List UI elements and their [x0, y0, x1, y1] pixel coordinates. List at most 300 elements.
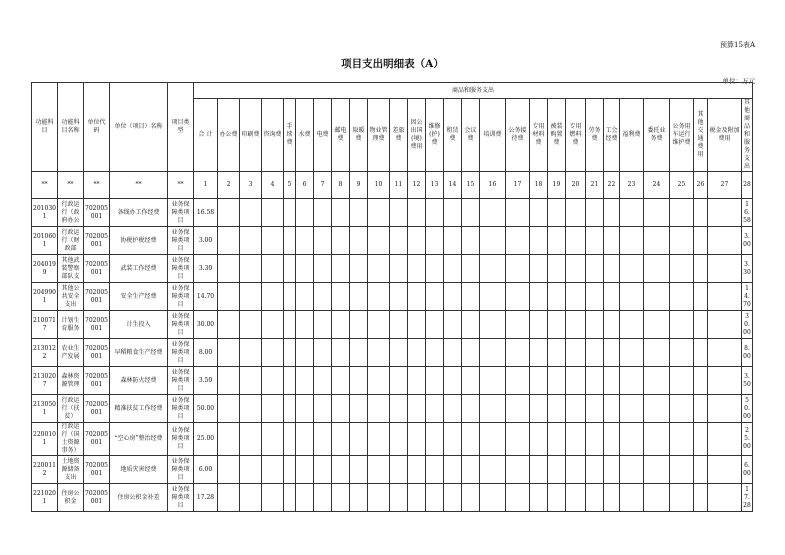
empty-cell: [566, 311, 586, 339]
empty-cell: [262, 227, 284, 255]
unit-code-cell: 702005001: [84, 227, 110, 255]
unit-code-cell: 702005001: [84, 395, 110, 423]
column-index: 15: [462, 172, 480, 199]
subcolumn-header: 办公费: [218, 99, 240, 172]
table-row: [32, 283, 753, 311]
empty-cell: [296, 339, 314, 367]
empty-cell: [670, 484, 694, 512]
empty-cell: [262, 339, 284, 367]
empty-cell: [604, 484, 620, 512]
empty-cell: [314, 255, 332, 283]
table-number-label: 预算15表A: [720, 41, 755, 49]
subcolumn-header: 劳务费: [586, 99, 604, 172]
table-row: [32, 367, 753, 395]
func-name-cell: 森林资源管理: [58, 367, 84, 395]
total-cell: 17.28: [194, 484, 218, 512]
subcolumn-header: 税金及附加费用: [708, 99, 742, 172]
other-expense-cell: 3.50: [742, 367, 753, 395]
empty-cell: [530, 227, 548, 255]
unit-code-cell: 702005001: [84, 255, 110, 283]
empty-cell: [390, 199, 408, 227]
column-index: **: [84, 172, 110, 199]
empty-cell: [408, 199, 426, 227]
empty-cell: [548, 199, 566, 227]
other-expense-cell: 30.00: [742, 311, 753, 339]
empty-cell: [530, 456, 548, 484]
empty-cell: [390, 484, 408, 512]
empty-cell: [506, 199, 530, 227]
empty-cell: [670, 227, 694, 255]
empty-cell: [284, 227, 296, 255]
empty-cell: [548, 456, 566, 484]
empty-cell: [506, 283, 530, 311]
empty-cell: [462, 339, 480, 367]
empty-cell: [620, 283, 644, 311]
column-index: 23: [620, 172, 644, 199]
empty-cell: [566, 339, 586, 367]
table-row: [32, 339, 753, 367]
empty-cell: [296, 255, 314, 283]
empty-cell: [708, 339, 742, 367]
empty-cell: [426, 456, 444, 484]
empty-cell: [218, 255, 240, 283]
empty-cell: [408, 339, 426, 367]
empty-cell: [604, 423, 620, 456]
page-title: 项目支出明细表（A）: [341, 58, 444, 70]
column-index: 4: [262, 172, 284, 199]
empty-cell: [566, 367, 586, 395]
empty-cell: [548, 395, 566, 423]
empty-cell: [332, 339, 350, 367]
subcolumn-header: 印刷费: [240, 99, 262, 172]
empty-cell: [426, 423, 444, 456]
empty-cell: [644, 255, 670, 283]
empty-cell: [390, 395, 408, 423]
column-index: 13: [426, 172, 444, 199]
total-cell: 14.70: [194, 283, 218, 311]
empty-cell: [604, 339, 620, 367]
empty-cell: [350, 227, 368, 255]
unit-label: 单位：万元: [722, 77, 755, 85]
empty-cell: [350, 456, 368, 484]
empty-cell: [644, 395, 670, 423]
empty-cell: [586, 367, 604, 395]
subcolumn-header: 委托业务费: [644, 99, 670, 172]
other-expense-cell: 14.70: [742, 283, 753, 311]
empty-cell: [218, 311, 240, 339]
func-code-cell: 2010601: [32, 227, 58, 255]
empty-cell: [332, 367, 350, 395]
empty-cell: [708, 456, 742, 484]
project-name-cell: 计生投入: [110, 311, 168, 339]
empty-cell: [480, 227, 506, 255]
empty-cell: [694, 367, 708, 395]
empty-cell: [332, 283, 350, 311]
empty-cell: [620, 456, 644, 484]
func-name-cell: 其他武装警察部队支: [58, 255, 84, 283]
empty-cell: [670, 339, 694, 367]
empty-cell: [332, 255, 350, 283]
empty-cell: [444, 283, 462, 311]
empty-cell: [586, 395, 604, 423]
empty-cell: [480, 339, 506, 367]
empty-cell: [332, 199, 350, 227]
other-expense-cell: 17.28: [742, 484, 753, 512]
column-header: 单位代码: [84, 83, 110, 172]
table-row: [32, 395, 753, 423]
func-code-cell: 2200112: [32, 456, 58, 484]
empty-cell: [644, 423, 670, 456]
empty-cell: [548, 311, 566, 339]
empty-cell: [506, 423, 530, 456]
empty-cell: [708, 283, 742, 311]
empty-cell: [240, 283, 262, 311]
empty-cell: [332, 456, 350, 484]
empty-cell: [506, 227, 530, 255]
empty-cell: [566, 199, 586, 227]
empty-cell: [314, 283, 332, 311]
project-type-cell: 业务保障类项目: [168, 227, 194, 255]
empty-cell: [620, 484, 644, 512]
empty-cell: [670, 423, 694, 456]
project-type-cell: 业务保障类项目: [168, 395, 194, 423]
func-code-cell: 2210201: [32, 484, 58, 512]
column-index: 12: [408, 172, 426, 199]
empty-cell: [350, 367, 368, 395]
empty-cell: [284, 199, 296, 227]
empty-cell: [462, 283, 480, 311]
empty-cell: [620, 227, 644, 255]
table-row: [32, 484, 753, 512]
empty-cell: [444, 456, 462, 484]
empty-cell: [462, 255, 480, 283]
empty-cell: [480, 423, 506, 456]
column-index: 6: [296, 172, 314, 199]
empty-cell: [368, 456, 390, 484]
empty-cell: [218, 423, 240, 456]
empty-cell: [426, 339, 444, 367]
empty-cell: [262, 395, 284, 423]
empty-cell: [530, 311, 548, 339]
empty-cell: [604, 395, 620, 423]
empty-cell: [480, 484, 506, 512]
project-name-cell: 住房公积金补差: [110, 484, 168, 512]
empty-cell: [426, 367, 444, 395]
unit-code-cell: 702005001: [84, 456, 110, 484]
empty-cell: [462, 199, 480, 227]
empty-cell: [620, 339, 644, 367]
empty-cell: [444, 339, 462, 367]
empty-cell: [566, 227, 586, 255]
empty-cell: [548, 367, 566, 395]
empty-cell: [240, 484, 262, 512]
empty-cell: [240, 367, 262, 395]
empty-cell: [566, 395, 586, 423]
empty-cell: [426, 255, 444, 283]
empty-cell: [586, 339, 604, 367]
empty-cell: [390, 456, 408, 484]
empty-cell: [694, 484, 708, 512]
column-index: 9: [350, 172, 368, 199]
empty-cell: [262, 423, 284, 456]
project-type-cell: 业务保障类项目: [168, 339, 194, 367]
subcolumn-header: 专用燃料费: [566, 99, 586, 172]
func-code-cell: 2040199: [32, 255, 58, 283]
subcolumn-header: 维修(护)费: [426, 99, 444, 172]
empty-cell: [284, 311, 296, 339]
empty-cell: [368, 339, 390, 367]
other-expense-cell: 16.58: [742, 199, 753, 227]
column-index: 16: [480, 172, 506, 199]
table-row: [32, 423, 753, 456]
empty-cell: [644, 484, 670, 512]
empty-cell: [708, 227, 742, 255]
empty-cell: [218, 367, 240, 395]
empty-cell: [444, 395, 462, 423]
empty-cell: [296, 311, 314, 339]
empty-cell: [586, 283, 604, 311]
empty-cell: [586, 456, 604, 484]
empty-cell: [548, 339, 566, 367]
empty-cell: [314, 339, 332, 367]
func-name-cell: 计划生育服务: [58, 311, 84, 339]
empty-cell: [390, 227, 408, 255]
empty-cell: [530, 255, 548, 283]
project-name-cell: 森林防火经费: [110, 367, 168, 395]
empty-cell: [620, 255, 644, 283]
unit-code-cell: 702005001: [84, 484, 110, 512]
empty-cell: [262, 311, 284, 339]
empty-cell: [218, 456, 240, 484]
empty-cell: [314, 395, 332, 423]
subcolumn-header: 工会经费: [604, 99, 620, 172]
column-index: 19: [548, 172, 566, 199]
subcolumn-header: 合 计: [194, 99, 218, 172]
project-type-cell: 业务保障类项目: [168, 484, 194, 512]
empty-cell: [480, 311, 506, 339]
empty-cell: [586, 423, 604, 456]
empty-cell: [218, 283, 240, 311]
project-name-cell: 协税护税经费: [110, 227, 168, 255]
empty-cell: [670, 367, 694, 395]
column-index: 26: [694, 172, 708, 199]
column-index: 17: [506, 172, 530, 199]
empty-cell: [390, 283, 408, 311]
subcolumn-header: 咨询费: [262, 99, 284, 172]
empty-cell: [708, 423, 742, 456]
empty-cell: [408, 283, 426, 311]
func-code-cell: 2130207: [32, 367, 58, 395]
subcolumn-header: 差旅费: [390, 99, 408, 172]
empty-cell: [670, 395, 694, 423]
project-type-cell: 业务保障类项目: [168, 199, 194, 227]
empty-cell: [708, 255, 742, 283]
empty-cell: [350, 423, 368, 456]
empty-cell: [708, 311, 742, 339]
empty-cell: [408, 367, 426, 395]
empty-cell: [444, 255, 462, 283]
empty-cell: [620, 395, 644, 423]
empty-cell: [566, 255, 586, 283]
empty-cell: [390, 255, 408, 283]
empty-cell: [296, 367, 314, 395]
subcolumn-header: 水费: [296, 99, 314, 172]
empty-cell: [644, 199, 670, 227]
unit-code-cell: 702005001: [84, 367, 110, 395]
func-name-cell: 行政运行（政府办公: [58, 199, 84, 227]
other-expense-cell: 50.00: [742, 395, 753, 423]
empty-cell: [426, 395, 444, 423]
empty-cell: [314, 367, 332, 395]
empty-cell: [390, 311, 408, 339]
empty-cell: [694, 395, 708, 423]
empty-cell: [462, 484, 480, 512]
empty-cell: [694, 199, 708, 227]
empty-cell: [218, 484, 240, 512]
project-name-cell: 地质灾害经费: [110, 456, 168, 484]
empty-cell: [284, 339, 296, 367]
empty-cell: [390, 423, 408, 456]
empty-cell: [408, 311, 426, 339]
column-index: 18: [530, 172, 548, 199]
empty-cell: [262, 367, 284, 395]
column-index: 2: [218, 172, 240, 199]
empty-cell: [444, 311, 462, 339]
subcolumn-header: 其他商品和服务支出: [742, 99, 753, 172]
total-cell: 30.00: [194, 311, 218, 339]
func-code-cell: 2100717: [32, 311, 58, 339]
empty-cell: [332, 395, 350, 423]
empty-cell: [296, 484, 314, 512]
empty-cell: [368, 199, 390, 227]
column-header: 单位（项目）名称: [110, 83, 168, 172]
empty-cell: [368, 255, 390, 283]
empty-cell: [604, 311, 620, 339]
empty-cell: [566, 484, 586, 512]
empty-cell: [426, 227, 444, 255]
empty-cell: [586, 484, 604, 512]
empty-cell: [548, 283, 566, 311]
empty-cell: [426, 283, 444, 311]
empty-cell: [332, 484, 350, 512]
subcolumn-header: 租赁费: [444, 99, 462, 172]
total-cell: 3.30: [194, 255, 218, 283]
empty-cell: [530, 367, 548, 395]
empty-cell: [644, 227, 670, 255]
empty-cell: [390, 367, 408, 395]
empty-cell: [368, 423, 390, 456]
empty-cell: [218, 227, 240, 255]
empty-cell: [332, 423, 350, 456]
empty-cell: [408, 395, 426, 423]
expenditure-table: [31, 82, 753, 512]
empty-cell: [644, 311, 670, 339]
column-header: 功能科目: [32, 83, 58, 172]
column-index: 24: [644, 172, 670, 199]
empty-cell: [240, 227, 262, 255]
func-code-cell: 2130122: [32, 339, 58, 367]
subcolumn-header: 手续费: [284, 99, 296, 172]
empty-cell: [444, 423, 462, 456]
empty-cell: [462, 395, 480, 423]
empty-cell: [480, 255, 506, 283]
empty-cell: [480, 283, 506, 311]
empty-cell: [530, 395, 548, 423]
other-expense-cell: 6.00: [742, 456, 753, 484]
empty-cell: [350, 255, 368, 283]
empty-cell: [506, 367, 530, 395]
empty-cell: [694, 423, 708, 456]
empty-cell: [586, 255, 604, 283]
empty-cell: [284, 484, 296, 512]
empty-cell: [296, 283, 314, 311]
empty-cell: [284, 367, 296, 395]
project-type-cell: 业务保障类项目: [168, 423, 194, 456]
project-type-cell: 业务保障类项目: [168, 311, 194, 339]
subcolumn-header: 公务用车运行维护费: [670, 99, 694, 172]
empty-cell: [240, 199, 262, 227]
empty-cell: [444, 227, 462, 255]
empty-cell: [350, 199, 368, 227]
empty-cell: [694, 339, 708, 367]
empty-cell: [566, 423, 586, 456]
empty-cell: [530, 199, 548, 227]
subcolumn-header: 会议费: [462, 99, 480, 172]
empty-cell: [426, 311, 444, 339]
table-row: [32, 255, 753, 283]
empty-cell: [240, 395, 262, 423]
table-row: [32, 456, 753, 484]
column-index: **: [168, 172, 194, 199]
column-index: 10: [368, 172, 390, 199]
column-index: 28: [742, 172, 753, 199]
empty-cell: [586, 227, 604, 255]
func-name-cell: 行政运行（扶贫）: [58, 395, 84, 423]
empty-cell: [670, 199, 694, 227]
unit-code-cell: 702005001: [84, 339, 110, 367]
empty-cell: [240, 339, 262, 367]
subcolumn-header: 培训费: [480, 99, 506, 172]
empty-cell: [296, 227, 314, 255]
empty-cell: [480, 199, 506, 227]
empty-cell: [462, 367, 480, 395]
empty-cell: [444, 199, 462, 227]
empty-cell: [350, 283, 368, 311]
total-cell: 50.00: [194, 395, 218, 423]
empty-cell: [408, 456, 426, 484]
empty-cell: [506, 484, 530, 512]
column-index: 11: [390, 172, 408, 199]
empty-cell: [708, 395, 742, 423]
project-type-cell: 业务保障类项目: [168, 367, 194, 395]
empty-cell: [708, 367, 742, 395]
empty-cell: [218, 395, 240, 423]
empty-cell: [708, 199, 742, 227]
empty-cell: [530, 283, 548, 311]
empty-cell: [332, 227, 350, 255]
subcolumn-header: 物业管理费: [368, 99, 390, 172]
unit-code-cell: 702005001: [84, 311, 110, 339]
empty-cell: [604, 227, 620, 255]
empty-cell: [548, 227, 566, 255]
empty-cell: [444, 484, 462, 512]
table-row: [32, 227, 753, 255]
empty-cell: [314, 423, 332, 456]
column-index: **: [58, 172, 84, 199]
empty-cell: [462, 311, 480, 339]
project-name-cell: 精准扶贫工作经费: [110, 395, 168, 423]
project-name-cell: 早稻粮食生产经费: [110, 339, 168, 367]
